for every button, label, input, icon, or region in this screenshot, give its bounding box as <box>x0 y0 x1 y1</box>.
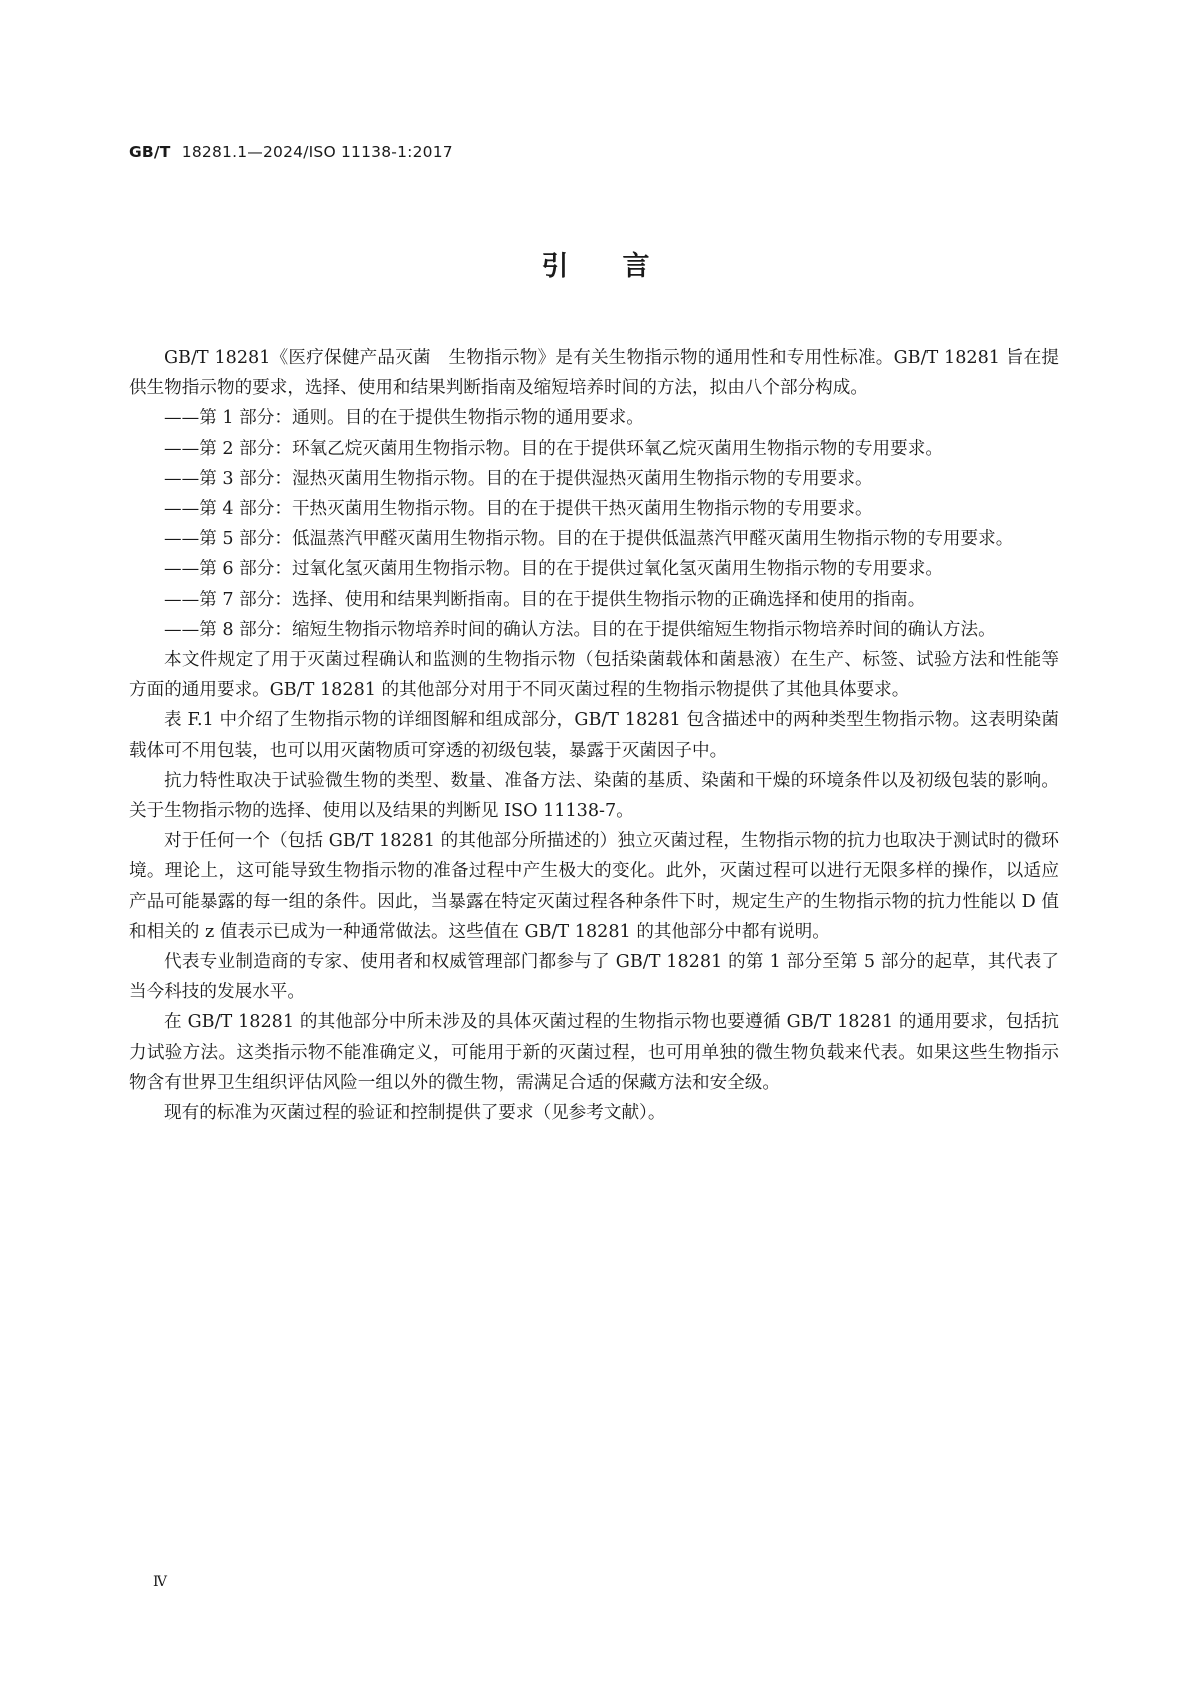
page-number: Ⅳ <box>153 1574 167 1590</box>
list-item-part-3: ——第 3 部分：湿热灭菌用生物指示物。目的在于提供湿热灭菌用生物指示物的专用要求。 <box>164 468 873 489</box>
list-item-part-6: ——第 6 部分：过氧化氢灭菌用生物指示物。目的在于提供过氧化氢灭菌用生物指示物的专用要求。 <box>164 559 943 580</box>
paragraph-drafting: 代表专业制造商的专家、使用者和权威管理部门都参与了 GB/T 18281 的第 1 部分至第 5 部分的起草，其代表了当今科技的发展水平。 <box>129 952 1059 1003</box>
paragraph-table-f1: 表 F.1 中介绍了生物指示物的详细图解和组成部分，GB/T 18281 包含描述中的两种类型生物指示物。这表明染菌载体可不用包装，也可以用灭菌物质可穿透的初级包装，暴露于灭菌因子中。 <box>129 710 1059 761</box>
paragraph-other-processes: 在 GB/T 18281 的其他部分中所未涉及的具体灭菌过程的生物指示物也要遵循 GB/T 18281 的通用要求，包括抗力试验方法。这类指示物不能准确定义，可能用于新的灭菌过程，也可用单独的微生物负载来代表。如果这些生物指示物含有世界卫生组织评估风险一组以外的微生物，需满足合适的保藏方法和安全级。 <box>129 1012 1059 1093</box>
standard-number-rest: 18281.1—2024/ISO 11138-1:2017 <box>181 143 453 161</box>
paragraph-resistance: 抗力特性取决于试验微生物的类型、数量、准备方法、染菌的基质、染菌和干燥的环境条件以及初级包装的影响。关于生物指示物的选择、使用以及结果的判断见 ISO 11138-7。 <box>129 770 1059 822</box>
standard-number <box>129 143 453 161</box>
paragraph-microenvironment: 对于任何一个（包括 GB/T 18281 的其他部分所描述的）独立灭菌过程，生物指示物的抗力也取决于测试时的微环境。理论上，这可能导致生物指示物的准备过程中产生极大的变化。此外，灭菌过程可以进行无限多样的操作，以适应产品可能暴露的每一组的条件。因此，当暴露在特定灭菌过程各种条件下时，规定生产的生物指示物的抗力性能以 D 值和相关的 z 值表示已成为一种通常做法。这些值在 GB/T 18281 的其他部分中都有说明。 <box>129 831 1059 942</box>
list-item-part-5: ——第 5 部分：低温蒸汽甲醛灭菌用生物指示物。目的在于提供低温蒸汽甲醛灭菌用生物指示物的专用要求。 <box>164 529 1014 550</box>
list-item-part-7: ——第 7 部分：选择、使用和结果判断指南。目的在于提供生物指示物的正确选择和使用的指南。 <box>164 589 926 610</box>
list-item-part-4: ——第 4 部分：干热灭菌用生物指示物。目的在于提供干热灭菌用生物指示物的专用要求。 <box>164 499 873 520</box>
paragraph-scope: 本文件规定了用于灭菌过程确认和监测的生物指示物（包括染菌载体和菌悬液）在生产、标签、试验方法和性能等方面的通用要求。GB/T 18281 的其他部分对用于不同灭菌过程的生物指示物提供了其他具体要求。 <box>129 650 1059 701</box>
list-item-part-8: ——第 8 部分：缩短生物指示物培养时间的确认方法。目的在于提供缩短生物指示物培养时间的确认方法。 <box>164 619 996 640</box>
standard-number-prefix: GB/T <box>129 143 171 161</box>
list-item-part-2: ——第 2 部分：环氧乙烷灭菌用生物指示物。目的在于提供环氧乙烷灭菌用生物指示物的专用要求。 <box>164 438 943 459</box>
list-item-part-1: ——第 1 部分：通则。目的在于提供生物指示物的通用要求。 <box>164 408 644 429</box>
paragraph-overview: GB/T 18281《医疗保健产品灭菌 生物指示物》是有关生物指示物的通用性和专用性标准。GB/T 18281 旨在提供生物指示物的要求，选择、使用和结果判断指南及缩短培养时间的方法，拟由八个部分构成。 <box>129 348 1059 399</box>
page-title: 引言 <box>541 251 704 282</box>
introduction-body <box>129 343 1059 1128</box>
paragraph-existing-standards: 现有的标准为灭菌过程的验证和控制提供了要求（见参考文献）。 <box>164 1103 666 1124</box>
